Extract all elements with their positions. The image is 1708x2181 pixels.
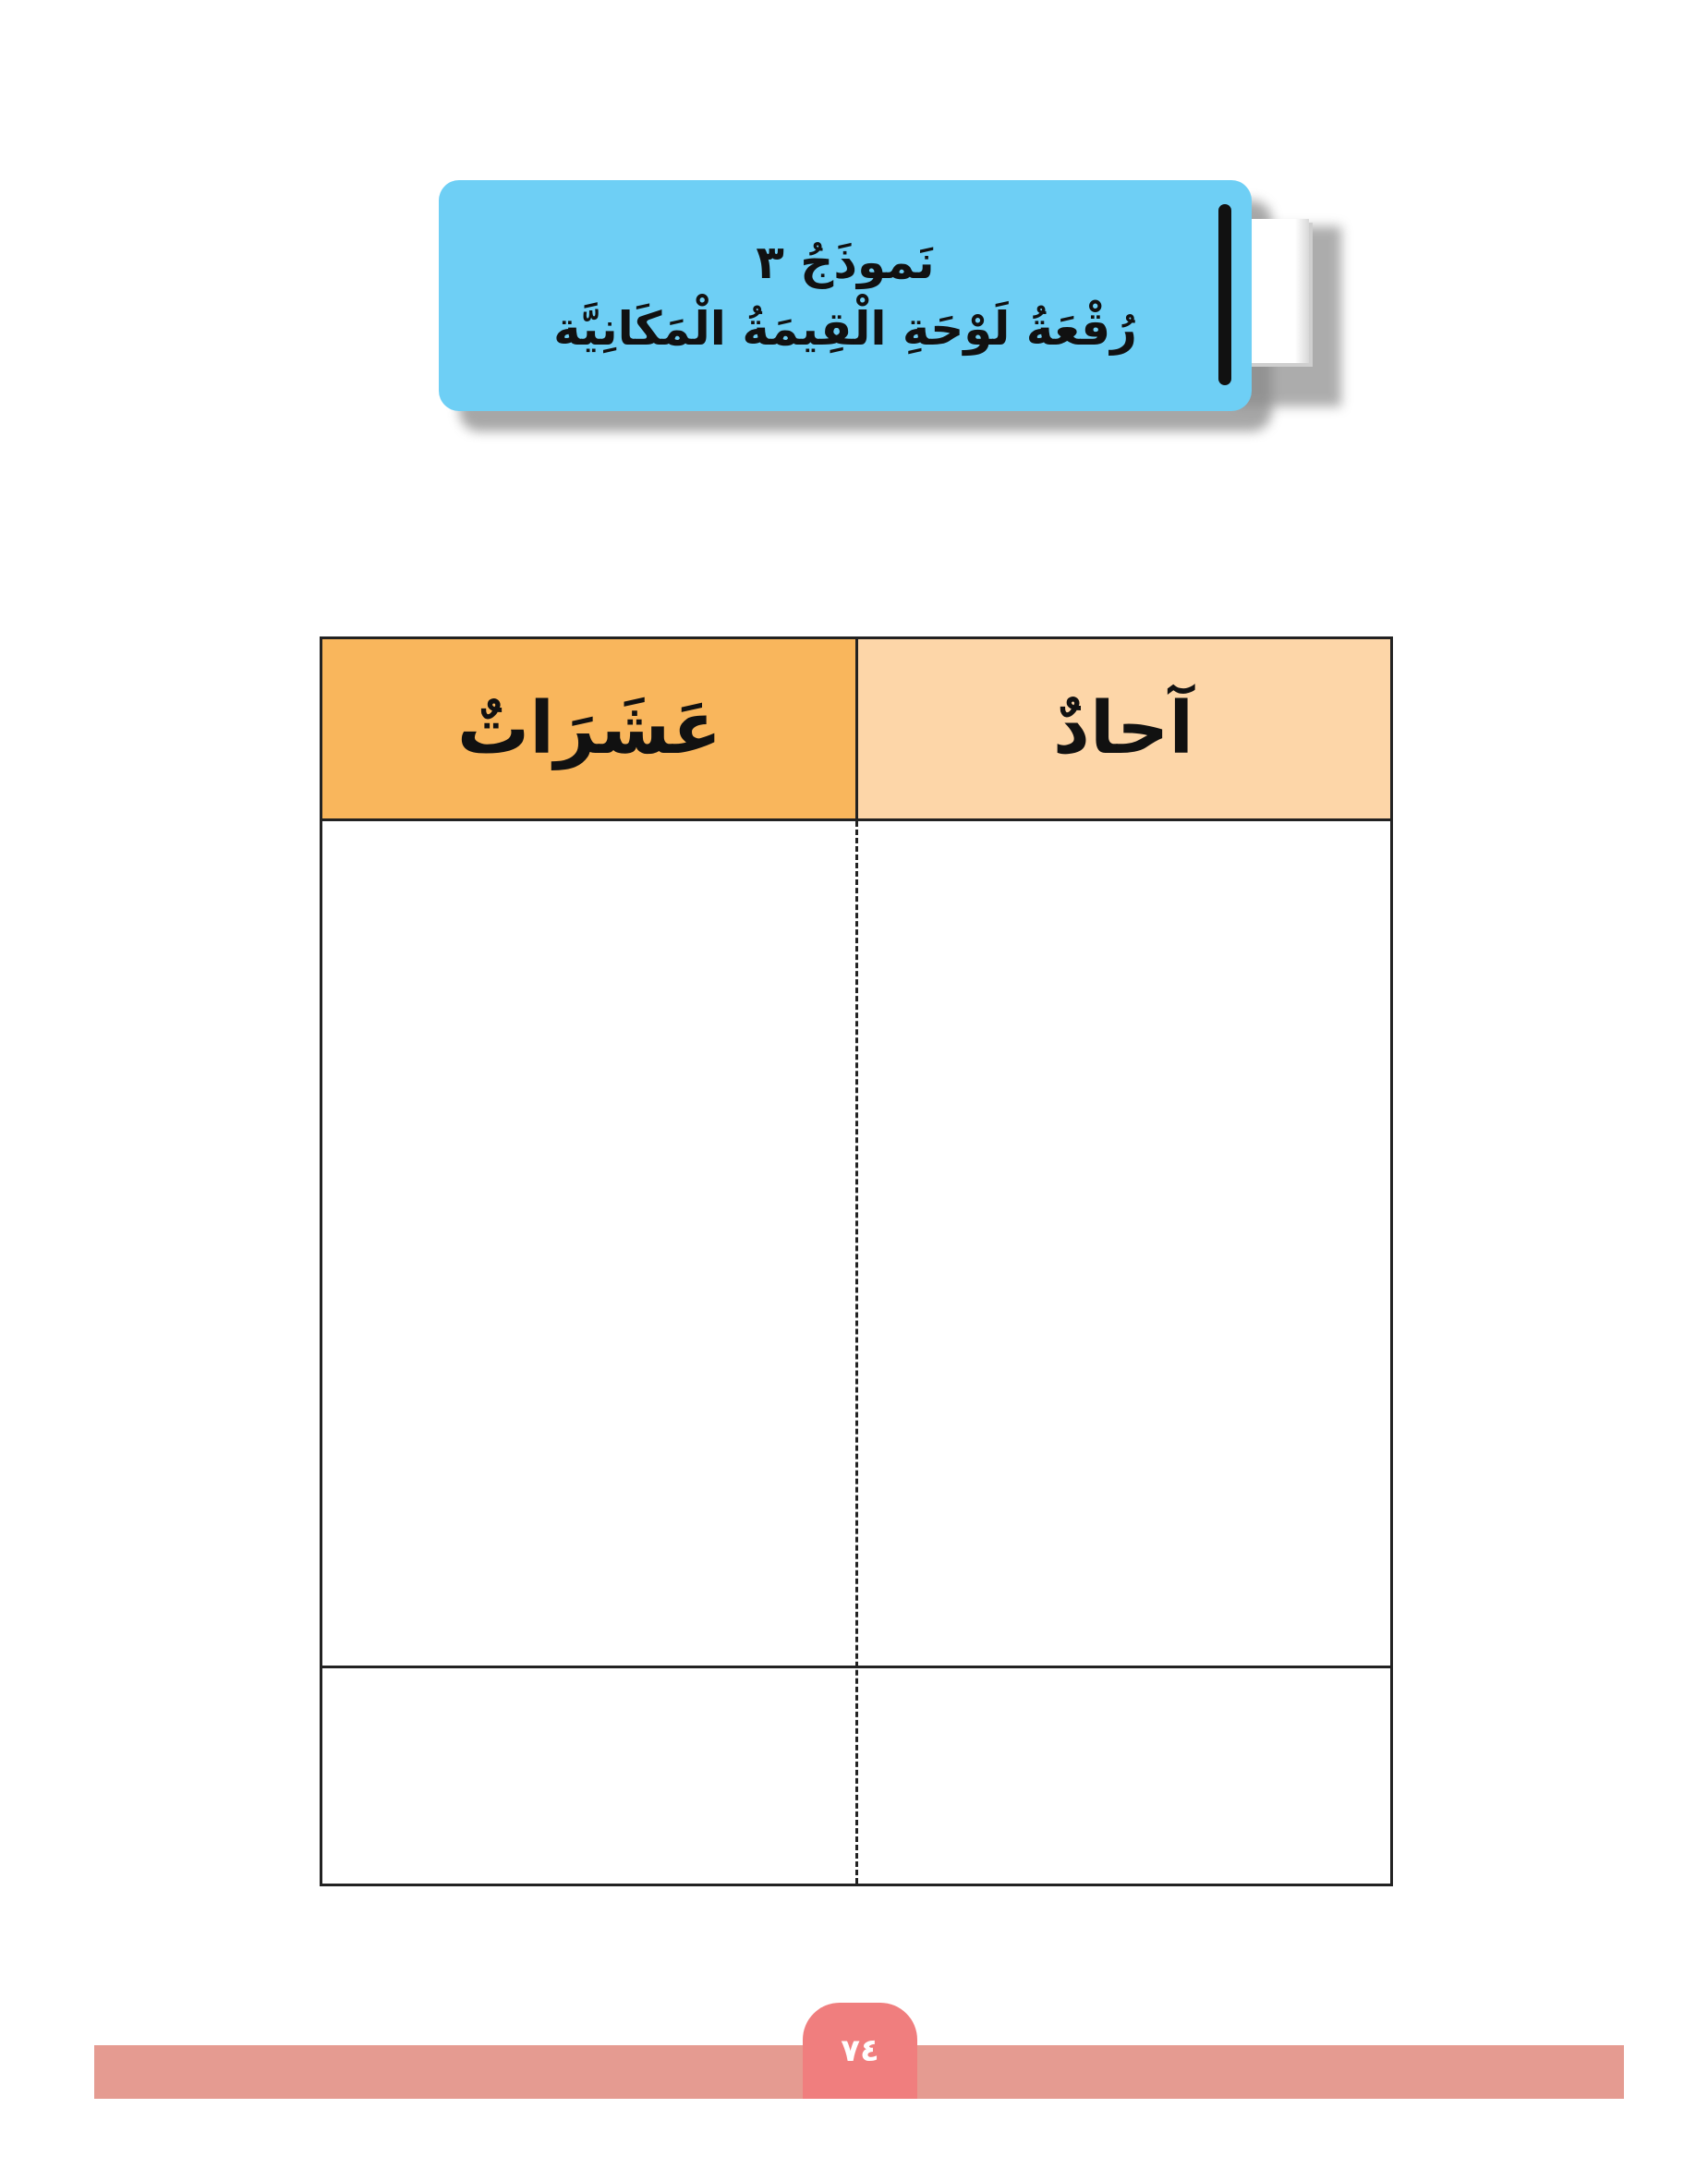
banner-title: نَموذَجُ ٣ — [756, 236, 935, 289]
dashed-column-divider — [855, 821, 858, 1884]
cell-ones-work-area[interactable] — [858, 821, 1390, 1666]
page-number: ٧٤ — [841, 2032, 879, 2069]
banner-subtitle: رُقْعَةُ لَوْحَةِ الْقِيمَةُ الْمَكَانِيَّة — [553, 302, 1137, 356]
banner-panel — [439, 180, 1252, 411]
cell-tens-work-area[interactable] — [322, 821, 855, 1666]
header-divider — [855, 639, 858, 818]
page-number-tab — [803, 2003, 917, 2099]
banner-edge-bar — [1218, 204, 1231, 385]
header-tens: عَشَرَاتٌ — [322, 639, 856, 818]
header-ones: آحادٌ — [856, 639, 1390, 818]
cell-ones-total[interactable] — [858, 1668, 1390, 1884]
place-value-table — [320, 636, 1393, 1886]
cell-tens-total[interactable] — [322, 1668, 855, 1884]
title-banner — [439, 180, 1363, 448]
